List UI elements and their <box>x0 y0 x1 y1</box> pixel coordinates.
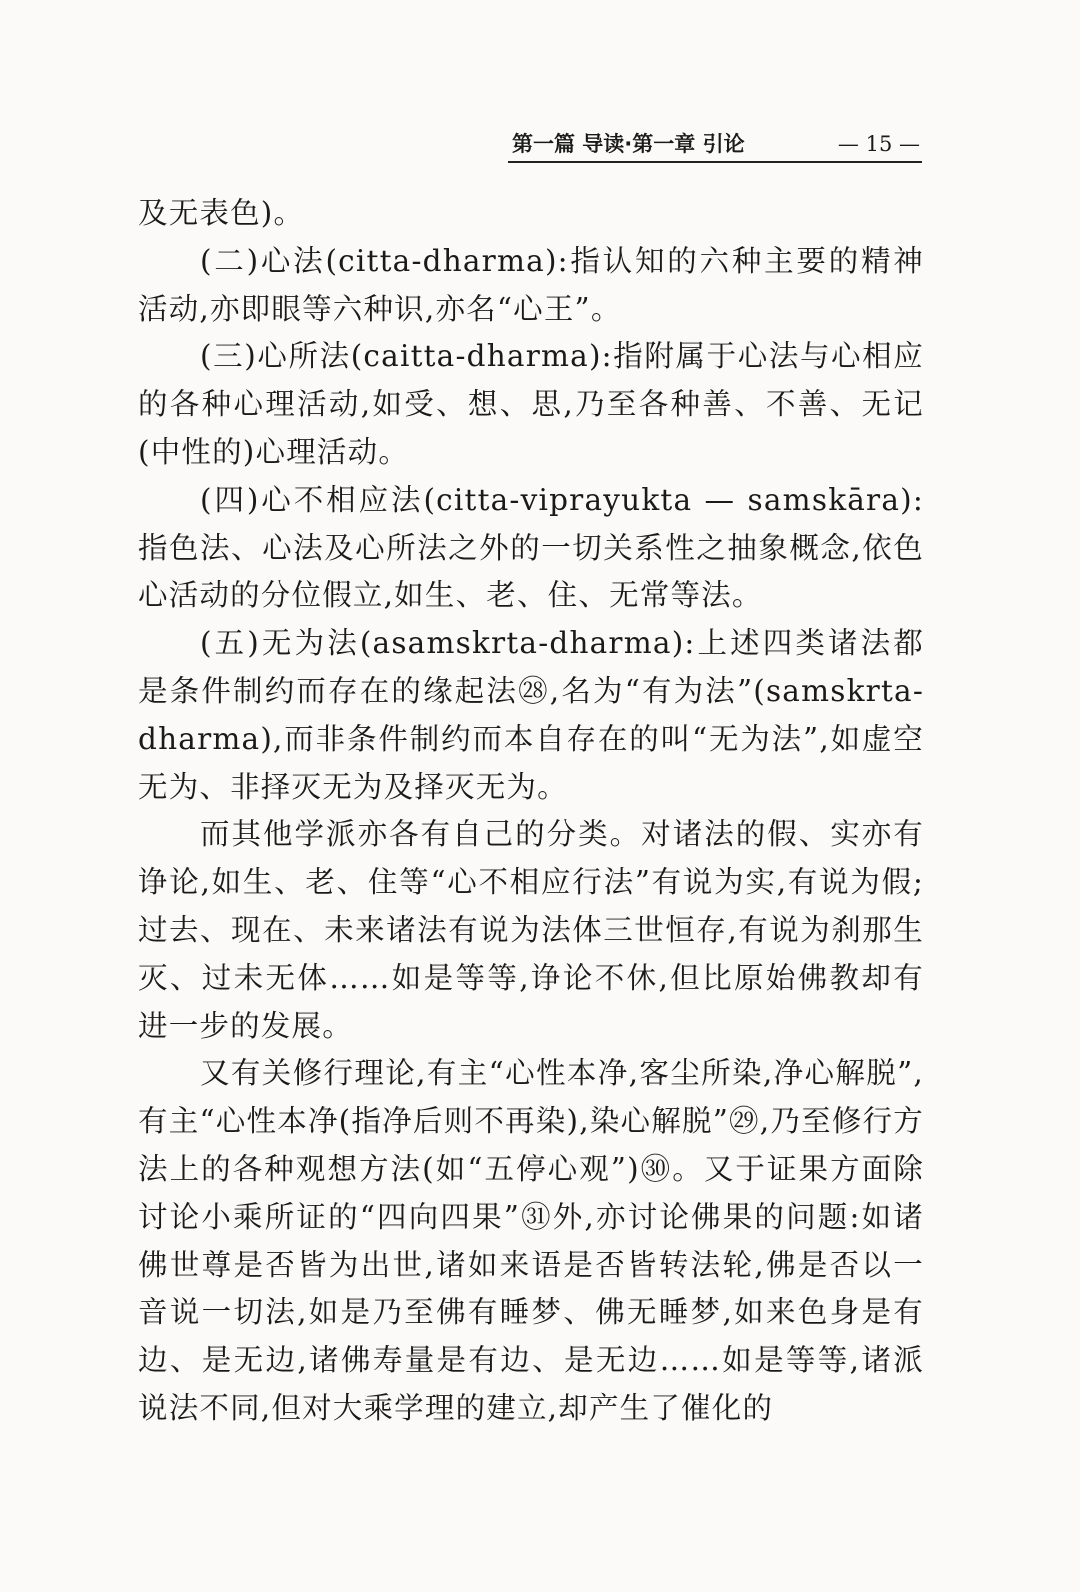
paragraph-mental-factors: (三)心所法(caitta-dharma):指附属于心法与心相应的各种心理活动,如受、想、思,乃至各种善、不善、无记(中性的)心理活动。 <box>138 339 924 469</box>
paragraph-other-schools: 而其他学派亦各有自己的分类。对诸法的假、实亦有诤论,如生、老、住等“心不相应行法”有说为实,有说为假;过去、现在、未来诸法有说为法体三世恒存,有说为刹那生灭、过未无体……如是等等,诤论不休,但比原始佛教却有进一步的发展。 <box>138 817 924 1043</box>
paragraph-non-associated-dharma: (四)心不相应法(citta-viprayukta — samskāra):指色法、心法及心所法之外的一切关系性之抽象概念,依色心活动的分位假立,如生、老、住、无常等法。 <box>138 482 924 613</box>
paragraph-unconditioned-dharma: (五)无为法(asamskrta-dharma):上述四类诸法都是条件制约而存在的缘起法㉘,名为“有为法”(samskrta-dharma),而非条件制约而本自存在的叫“无为法”,如虚空无为、非择灭无为及择灭无为。 <box>138 626 924 804</box>
chapter-title: 第一篇 导读·第一章 引论 <box>512 132 745 156</box>
page-number: — 15 — <box>837 132 920 156</box>
body-text <box>138 190 924 1433</box>
paragraph-continuation: 及无表色)。 <box>138 196 305 230</box>
paragraph-mind-dharma: (二)心法(citta-dharma):指认知的六种主要的精神活动,亦即眼等六种识,亦名“心王”。 <box>138 243 924 326</box>
running-header <box>512 128 920 160</box>
header-rule <box>508 161 922 163</box>
paragraph-practice-theory: 又有关修行理论,有主“心性本净,客尘所染,净心解脱”,有主“心性本净(指净后则不再染),染心解脱”㉙,乃至修行方法上的各种观想方法(如“五停心观”)㉚。又于证果方面除讨论小乘所证的“四向四果”㉛外,亦讨论佛果的问题:如诸佛世尊是否皆为出世,诸如来语是否皆转法轮,佛是否以一音说一切法,如是乃至佛有睡梦、佛无睡梦,如来色身是有边、是无边,诸佛寿量是有边、是无边……如是等等,诸派说法不同,但对大乘学理的建立,却产生了催化的 <box>138 1056 924 1425</box>
